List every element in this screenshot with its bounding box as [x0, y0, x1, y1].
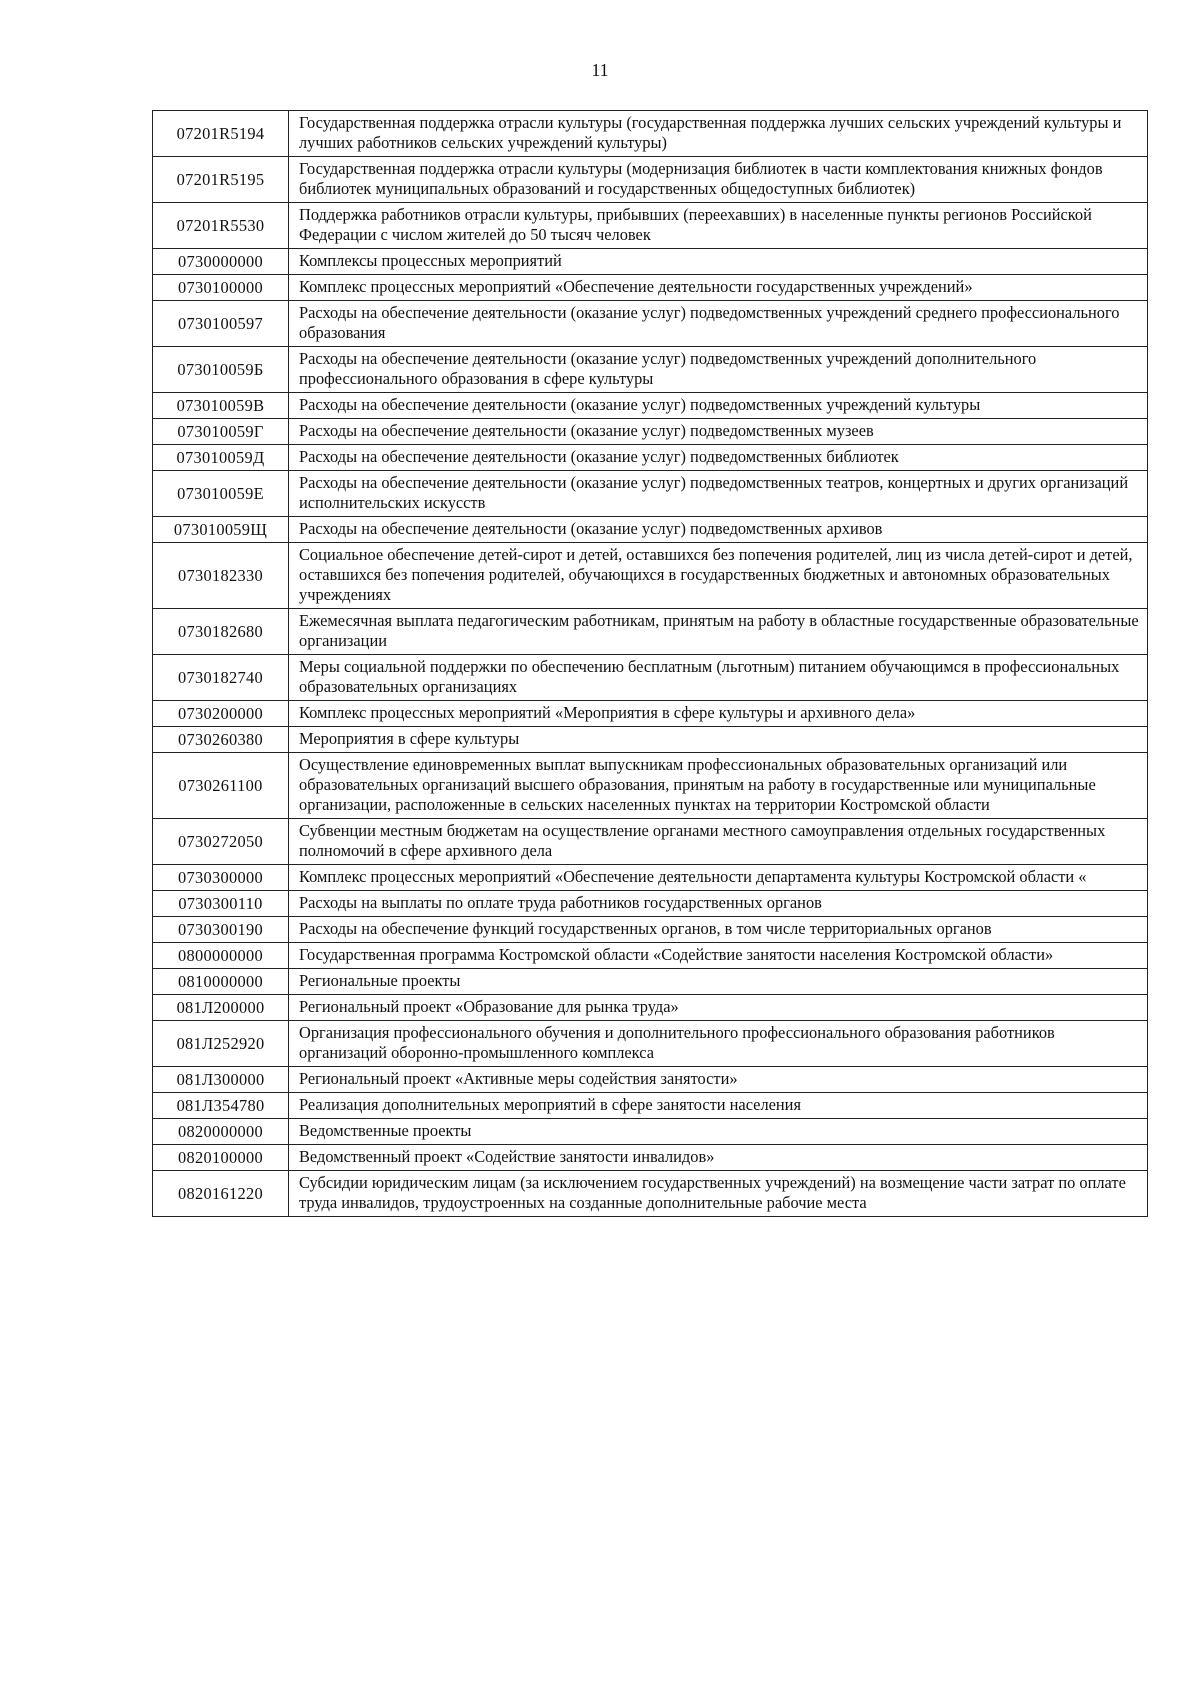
- budget-code-cell: 0730300190: [153, 917, 289, 943]
- budget-code-cell: 073010059В: [153, 393, 289, 419]
- description-cell: Государственная поддержка отрасли культуры (государственная поддержка лучших сельских учреждений культуры и лучших работников сельских учреждений культуры): [289, 111, 1148, 157]
- table-row: [153, 347, 1148, 393]
- table-row: [153, 445, 1148, 471]
- budget-code-cell: 0730200000: [153, 701, 289, 727]
- table-row: [153, 995, 1148, 1021]
- description-cell: Государственная программа Костромской области «Содействие занятости населения Костромской области»: [289, 943, 1148, 969]
- table-row: [153, 203, 1148, 249]
- description-cell: Субсидии юридическим лицам (за исключением государственных учреждений) на возмещение части затрат по оплате труда инвалидов, трудоустроенных на созданные дополнительные рабочие места: [289, 1171, 1148, 1217]
- description-cell: Осуществление единовременных выплат выпускникам профессиональных образовательных организаций или образовательных организаций высшего образования, принятым на работу в государственные или муниципальные организации, расположенные в сельских населенных пунктах на территории Костромской области: [289, 753, 1148, 819]
- budget-code-cell: 081Л200000: [153, 995, 289, 1021]
- description-cell: Реализация дополнительных мероприятий в сфере занятости населения: [289, 1093, 1148, 1119]
- description-cell: Комплекс процессных мероприятий «Обеспечение деятельности государственных учреждений»: [289, 275, 1148, 301]
- description-cell: Комплексы процессных мероприятий: [289, 249, 1148, 275]
- description-cell: Комплекс процессных мероприятий «Обеспечение деятельности департамента культуры Костромской области «: [289, 865, 1148, 891]
- table-row: [153, 917, 1148, 943]
- budget-code-cell: 0730300110: [153, 891, 289, 917]
- budget-code-cell: 073010059Г: [153, 419, 289, 445]
- budget-code-cell: 07201R5194: [153, 111, 289, 157]
- table-row: [153, 471, 1148, 517]
- budget-code-cell: 073010059Д: [153, 445, 289, 471]
- table-row: [153, 969, 1148, 995]
- budget-code-cell: 073010059Щ: [153, 517, 289, 543]
- table-row: [153, 1067, 1148, 1093]
- table-row: [153, 393, 1148, 419]
- table-row: [153, 1093, 1148, 1119]
- description-cell: Расходы на обеспечение деятельности (оказание услуг) подведомственных архивов: [289, 517, 1148, 543]
- description-cell: Расходы на обеспечение деятельности (оказание услуг) подведомственных библиотек: [289, 445, 1148, 471]
- description-cell: Региональный проект «Образование для рынка труда»: [289, 995, 1148, 1021]
- description-cell: Мероприятия в сфере культуры: [289, 727, 1148, 753]
- description-cell: Расходы на обеспечение функций государственных органов, в том числе территориальных органов: [289, 917, 1148, 943]
- table-row: [153, 1119, 1148, 1145]
- table-row: [153, 517, 1148, 543]
- table-row: [153, 865, 1148, 891]
- table-row: [153, 1021, 1148, 1067]
- budget-code-cell: 081Л354780: [153, 1093, 289, 1119]
- description-cell: Расходы на обеспечение деятельности (оказание услуг) подведомственных музеев: [289, 419, 1148, 445]
- budget-code-cell: 07201R5195: [153, 157, 289, 203]
- table-body: [153, 111, 1148, 1217]
- budget-code-cell: 0810000000: [153, 969, 289, 995]
- table-row: [153, 543, 1148, 609]
- budget-code-cell: 0730182330: [153, 543, 289, 609]
- description-cell: Социальное обеспечение детей-сирот и детей, оставшихся без попечения родителей, лиц из числа детей-сирот и детей, оставшихся без попечения родителей, обучающихся в государственных бюджетных и автономных образовательных учреждениях: [289, 543, 1148, 609]
- table-row: [153, 655, 1148, 701]
- budget-code-cell: 0730300000: [153, 865, 289, 891]
- table-row: [153, 275, 1148, 301]
- budget-code-cell: 073010059Е: [153, 471, 289, 517]
- budget-code-cell: 0730100000: [153, 275, 289, 301]
- budget-code-cell: 0730000000: [153, 249, 289, 275]
- description-cell: Организация профессионального обучения и дополнительного профессионального образования работников организаций оборонно-промышленного комплекса: [289, 1021, 1148, 1067]
- description-cell: Расходы на обеспечение деятельности (оказание услуг) подведомственных учреждений дополнительного профессионального образования в сфере культуры: [289, 347, 1148, 393]
- budget-code-cell: 081Л252920: [153, 1021, 289, 1067]
- budget-code-cell: 081Л300000: [153, 1067, 289, 1093]
- table-row: [153, 1145, 1148, 1171]
- description-cell: Поддержка работников отрасли культуры, прибывших (переехавших) в населенные пункты регионов Российской Федерации с числом жителей до 50 тысяч человек: [289, 203, 1148, 249]
- table-row: [153, 301, 1148, 347]
- description-cell: Расходы на выплаты по оплате труда работников государственных органов: [289, 891, 1148, 917]
- table-row: [153, 157, 1148, 203]
- description-cell: Ведомственные проекты: [289, 1119, 1148, 1145]
- description-cell: Расходы на обеспечение деятельности (оказание услуг) подведомственных учреждений культуры: [289, 393, 1148, 419]
- table-row: [153, 727, 1148, 753]
- budget-code-cell: 0730260380: [153, 727, 289, 753]
- budget-code-cell: 0820000000: [153, 1119, 289, 1145]
- description-cell: Меры социальной поддержки по обеспечению бесплатным (льготным) питанием обучающимся в профессиональных образовательных организациях: [289, 655, 1148, 701]
- description-cell: Субвенции местным бюджетам на осуществление органами местного самоуправления отдельных государственных полномочий в сфере архивного дела: [289, 819, 1148, 865]
- table-row: [153, 419, 1148, 445]
- budget-code-cell: 0730100597: [153, 301, 289, 347]
- budget-code-cell: 0730261100: [153, 753, 289, 819]
- description-cell: Региональные проекты: [289, 969, 1148, 995]
- budget-code-cell: 0800000000: [153, 943, 289, 969]
- table-row: [153, 609, 1148, 655]
- budget-code-cell: 0820100000: [153, 1145, 289, 1171]
- table-row: [153, 753, 1148, 819]
- budget-code-cell: 0730272050: [153, 819, 289, 865]
- budget-classification-table: [152, 110, 1148, 1217]
- budget-code-cell: 07201R5530: [153, 203, 289, 249]
- table-row: [153, 1171, 1148, 1217]
- description-cell: Ведомственный проект «Содействие занятости инвалидов»: [289, 1145, 1148, 1171]
- budget-code-cell: 073010059Б: [153, 347, 289, 393]
- budget-code-cell: 0730182740: [153, 655, 289, 701]
- budget-code-cell: 0730182680: [153, 609, 289, 655]
- description-cell: Региональный проект «Активные меры содействия занятости»: [289, 1067, 1148, 1093]
- table-row: [153, 819, 1148, 865]
- description-cell: Ежемесячная выплата педагогическим работникам, принятым на работу в областные государственные образовательные организации: [289, 609, 1148, 655]
- table-row: [153, 701, 1148, 727]
- table-row: [153, 111, 1148, 157]
- description-cell: Государственная поддержка отрасли культуры (модернизация библиотек в части комплектования книжных фондов библиотек муниципальных образований и государственных общедоступных библиотек): [289, 157, 1148, 203]
- description-cell: Расходы на обеспечение деятельности (оказание услуг) подведомственных учреждений среднего профессионального образования: [289, 301, 1148, 347]
- description-cell: Расходы на обеспечение деятельности (оказание услуг) подведомственных театров, концертных и других организаций исполнительских искусств: [289, 471, 1148, 517]
- table-row: [153, 249, 1148, 275]
- budget-code-cell: 0820161220: [153, 1171, 289, 1217]
- page-number: 11: [591, 60, 609, 80]
- table-row: [153, 891, 1148, 917]
- description-cell: Комплекс процессных мероприятий «Мероприятия в сфере культуры и архивного дела»: [289, 701, 1148, 727]
- table-row: [153, 943, 1148, 969]
